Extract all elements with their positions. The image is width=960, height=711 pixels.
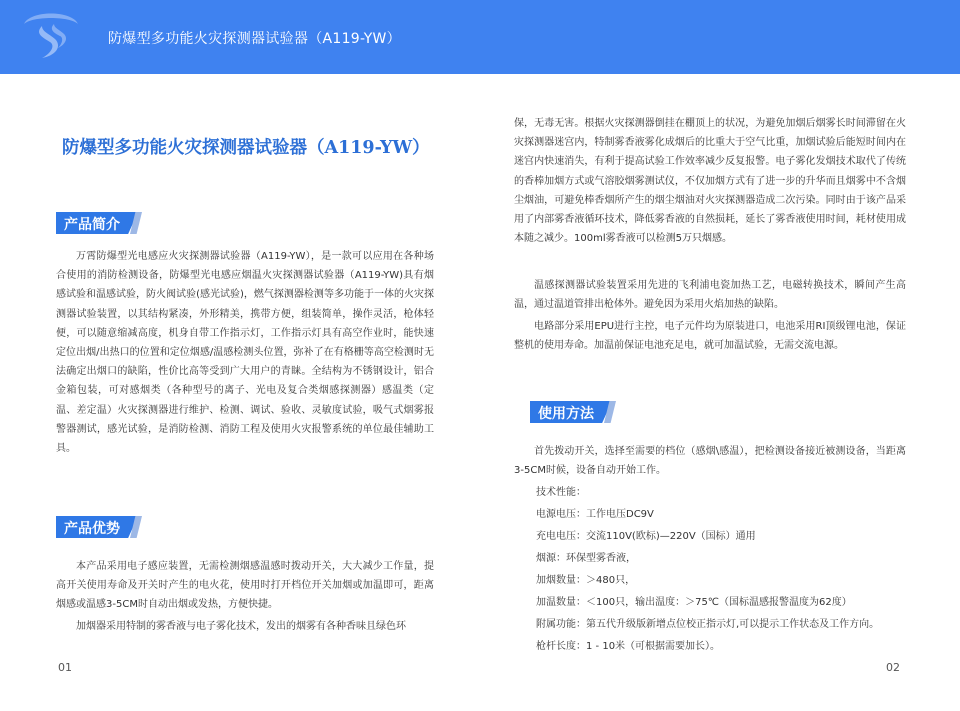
section-label-usage: 使用方法 [538, 406, 594, 422]
document-title: 防爆型多功能火灾探测器试验器（A119-YW） [62, 138, 430, 158]
section-label-advantages: 产品优势 [64, 521, 120, 537]
spec-item: 附属功能：第五代升级版新增点位校正指示灯,可以提示工作状态及工作方向。 [536, 619, 880, 630]
header-bar [0, 0, 960, 74]
section-tag-intro [56, 212, 144, 234]
section-label-intro: 产品简介 [64, 217, 120, 233]
advantages-paragraph-1: 本产品采用电子感应装置，无需检测烟感温感时拨动开关，大大减少工作量，提高开关使用寿命及开关时产生的电火花，使用时打开档位开关加烟或加温即可，距离烟感或温感3-5CM时自动出烟或发热，方便快捷。 [56, 561, 434, 611]
spec-item: 加温数量：＜100只，输出温度：＞75℃（国标温感报警温度为62度） [536, 597, 852, 608]
section-tag-advantages [56, 516, 144, 538]
section-tag-usage [530, 401, 618, 423]
advantages-paragraph-3: 温感探测器试验装置采用先进的飞利浦电瓷加热工艺，电磁转换技术，瞬间产生高温，通过温道管排出枪体外。避免因为采用火焰加热的缺陷。 [514, 280, 906, 311]
advantages-paragraph-2-start: 加烟器采用特制的雾香液与电子雾化技术，发出的烟雾有各种香味且绿色环 [76, 621, 406, 632]
spec-list [514, 482, 906, 658]
advantages-paragraph-2-cont: 保，无毒无害。根据火灾探测器倒挂在棚顶上的状况，为避免加烟后烟雾长时间滞留在火灾探测器迷宫内，特制雾香液雾化成烟后的比重大于空气比重，加烟试验后能短时间内在迷宫内快速消失，有利于提高试验工作效率减少反复报警。电子雾化发烟技术取代了传统的香棒加烟方式或气溶胶烟雾测试仪，不仅加烟方式有了进一步的升华而且烟雾中不含烟尘烟油，可避免棒香烟所产生的烟尘烟油对火灾探测器造成二次污染。同时由于该产品采用了内部雾香液循环技术，降低雾香液的自然损耗，延长了雾香液使用时间，耗材使用成本随之减少。100ml雾香液可以检测5万只烟感。 [514, 118, 906, 245]
spec-item: 烟源：环保型雾香液， [536, 553, 636, 564]
spec-item: 技术性能： [536, 487, 586, 498]
spec-item: 充电电压：交流110V(欧标)—220V（国标）通用 [536, 531, 756, 542]
company-logo-icon [20, 8, 82, 66]
page-number-left: 01 [58, 661, 72, 674]
page-number-right: 02 [886, 661, 900, 674]
spec-item: 枪杆长度：1 - 10米（可根据需要加长）。 [536, 641, 721, 652]
spec-item: 加烟数量：＞480只， [536, 575, 636, 586]
usage-paragraph-1: 首先拨动开关，选择至需要的档位（感烟\感温），把检测设备接近被测设备，当距离3-5CM时候，设备自动开始工作。 [514, 446, 906, 477]
spec-item: 电源电压：工作电压DC9V [536, 509, 654, 520]
advantages-paragraph-4: 电路部分采用EPU进行主控，电子元件均为原装进口，电池采用RI顶级锂电池，保证整机的使用寿命。加温前保证电池充足电，就可加温试验，无需交流电源。 [514, 321, 906, 352]
intro-paragraph: 万霄防爆型光电感应火灾探测器试验器（A119-YW），是一款可以应用在各种场合使用的消防检测设备，防爆型光电感应烟温火灾探测器试验器（A119-YW)具有烟感试验和温感试验，防火阀试验(感光试验)，燃气探测器检测等多功能于一体的火灾探测器试验装置，以其结构紧凑，外形精美，携带方便，组装简单，操作灵活，枪体轻便，可以随意缩减高度，机身自带工作指示灯，工作指示灯具有高空作业时，能快速定位出烟/出热口的位置和定位烟感/温感检测头位置，弥补了在有格栅等高空检测时无法确定出烟口的缺陷，性价比高等受到广大用户的青睐。全结构为不锈钢设计，铝合金箱包装，可对感烟类（各种型号的离子、光电及复合类烟感探测器）感温类（定温、差定温）火灾探测器进行维护、检测、调试、验收、灵敏度试验，吸气式烟雾报警器测试，感光试验，是消防检测、消防工程及使用火灾报警系统的单位最佳辅助工具。 [56, 251, 434, 455]
header-title: 防爆型多功能火灾探测器试验器（A119-YW） [108, 31, 401, 47]
